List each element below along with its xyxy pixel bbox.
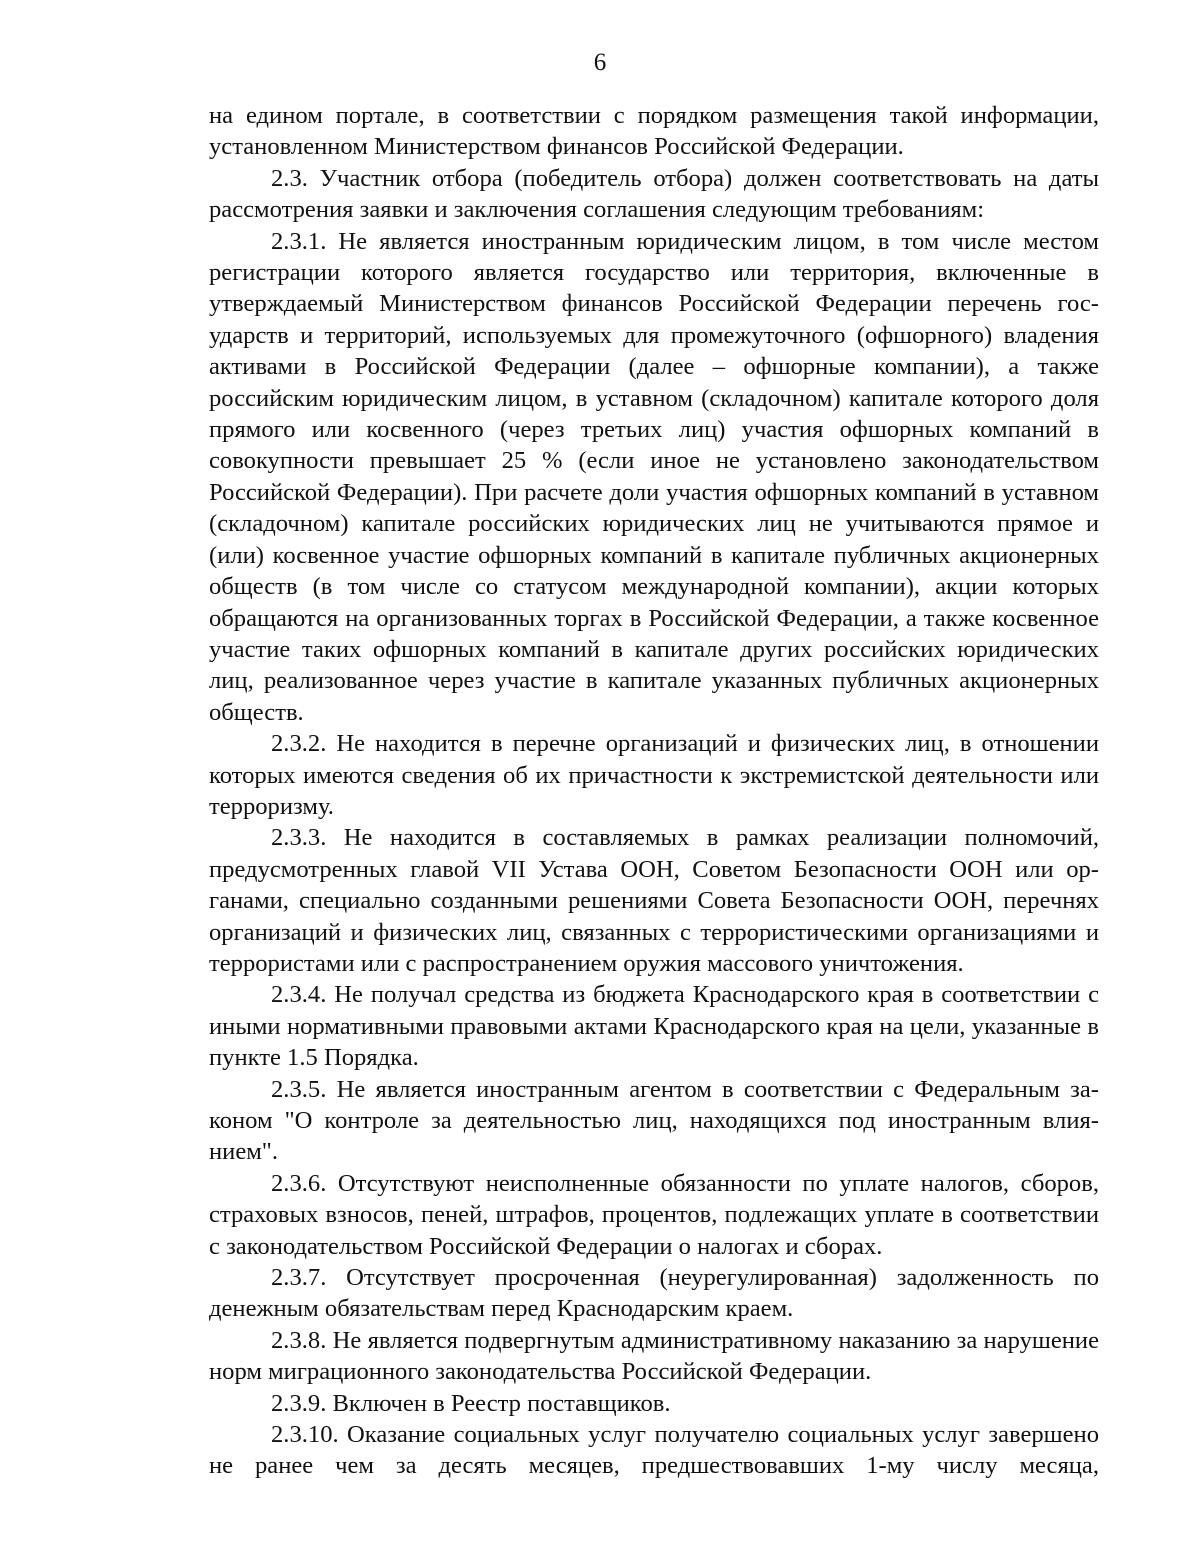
paragraph-2-3: 2.3. Участник отбора (победитель отбора) должен соответствовать на даты рассмотрения заявки и заключения соглашения следующим требованиям: [209,164,1099,224]
page-number: 6 [593,49,607,76]
paragraph-2-3-1: 2.3.1. Не является иностранным юридическим лицом, в том числе местом регистрации которого является государство или территория, включенные в утверждаемый Министерством финансов Российской Федерации перечень государств и территорий, используемых для промежуточного (офшорного) владения активами в Российской Федерации (далее – офшорные компании), а также российским юридическим лицом, в уставном (складочном) капитале которого доля прямого или косвенного (через третьих лиц) участия офшорных компаний в совокупности превышает 25 % (если иное не установлено законодательством Российской Федерации). При расчете доли участия офшорных компаний в уставном (складочном) капитале российских юридических лиц не учитываются прямое и (или) косвенное участие офшорных компаний в капитале публичных акционерных обществ (в том числе со статусом международной компании), акции которых обращаются на организованных торгах в Российской Федерации, а также косвенное участие таких офшорных компаний в капитале других российских юридических лиц, реализованное через участие в капитале указанных публичных акционерных обществ. [209,227,1099,726]
paragraph-2-3-8: 2.3.8. Не является подвергнутым административному наказанию за нарушение норм миграционного законодательства Российской Федерации. [209,1326,1099,1386]
paragraph-2-3-5: 2.3.5. Не является иностранным агентом в соответствии с Федеральным законом "О контроле за деятельностью лиц, находящихся под иностранным влиянием". [209,1075,1099,1166]
paragraph-2-3-7: 2.3.7. Отсутствует просроченная (неурегулированная) задолженность по денежным обязательствам перед Краснодарским краем. [209,1264,1099,1323]
paragraph-2-3-6: 2.3.6. Отсутствуют неисполненные обязанности по уплате налогов, сборов, страховых взносов, пеней, штрафов, процентов, подлежащих уплате в соответствии с законодательством Российской Федерации о налогах и сборах. [209,1169,1099,1260]
paragraph-2-3-4: 2.3.4. Не получал средства из бюджета Краснодарского края в соответствии с иными нормативными правовыми актами Краснодарского края на цели, указанные в пункте 1.5 Порядка. [209,981,1099,1072]
paragraph-2-3-2: 2.3.2. Не находится в перечне организаций и физических лиц, в отношении которых имеются сведения об их причастности к экстремистской деятельности или терроризму. [209,730,1099,820]
paragraph-2-3-10: 2.3.10. Оказание социальных услуг получателю социальных услуг завершено не ранее чем за десять месяцев, предшествовавших 1-му числу месяца, [209,1421,1099,1480]
document-body [209,100,1099,1482]
paragraph-2-3-9: 2.3.9. Включен в Реестр поставщиков. [271,1389,671,1417]
paragraph-2-3-3: 2.3.3. Не находится в составляемых в рамках реализации полномочий, предусмотренных главой VII Устава ООН, Советом Безопасности ООН или органами, специально созданными решениями Совета Безопасности ООН, перечнях организаций и физических лиц, связанных с террористическими организациями и террористами или с распространением оружия массового уничтожения. [209,824,1099,977]
paragraph-intro-continuation: на едином портале, в соответствии с порядком размещения такой информации, установленном Министерством финансов Российской Федерации. [209,102,1099,161]
